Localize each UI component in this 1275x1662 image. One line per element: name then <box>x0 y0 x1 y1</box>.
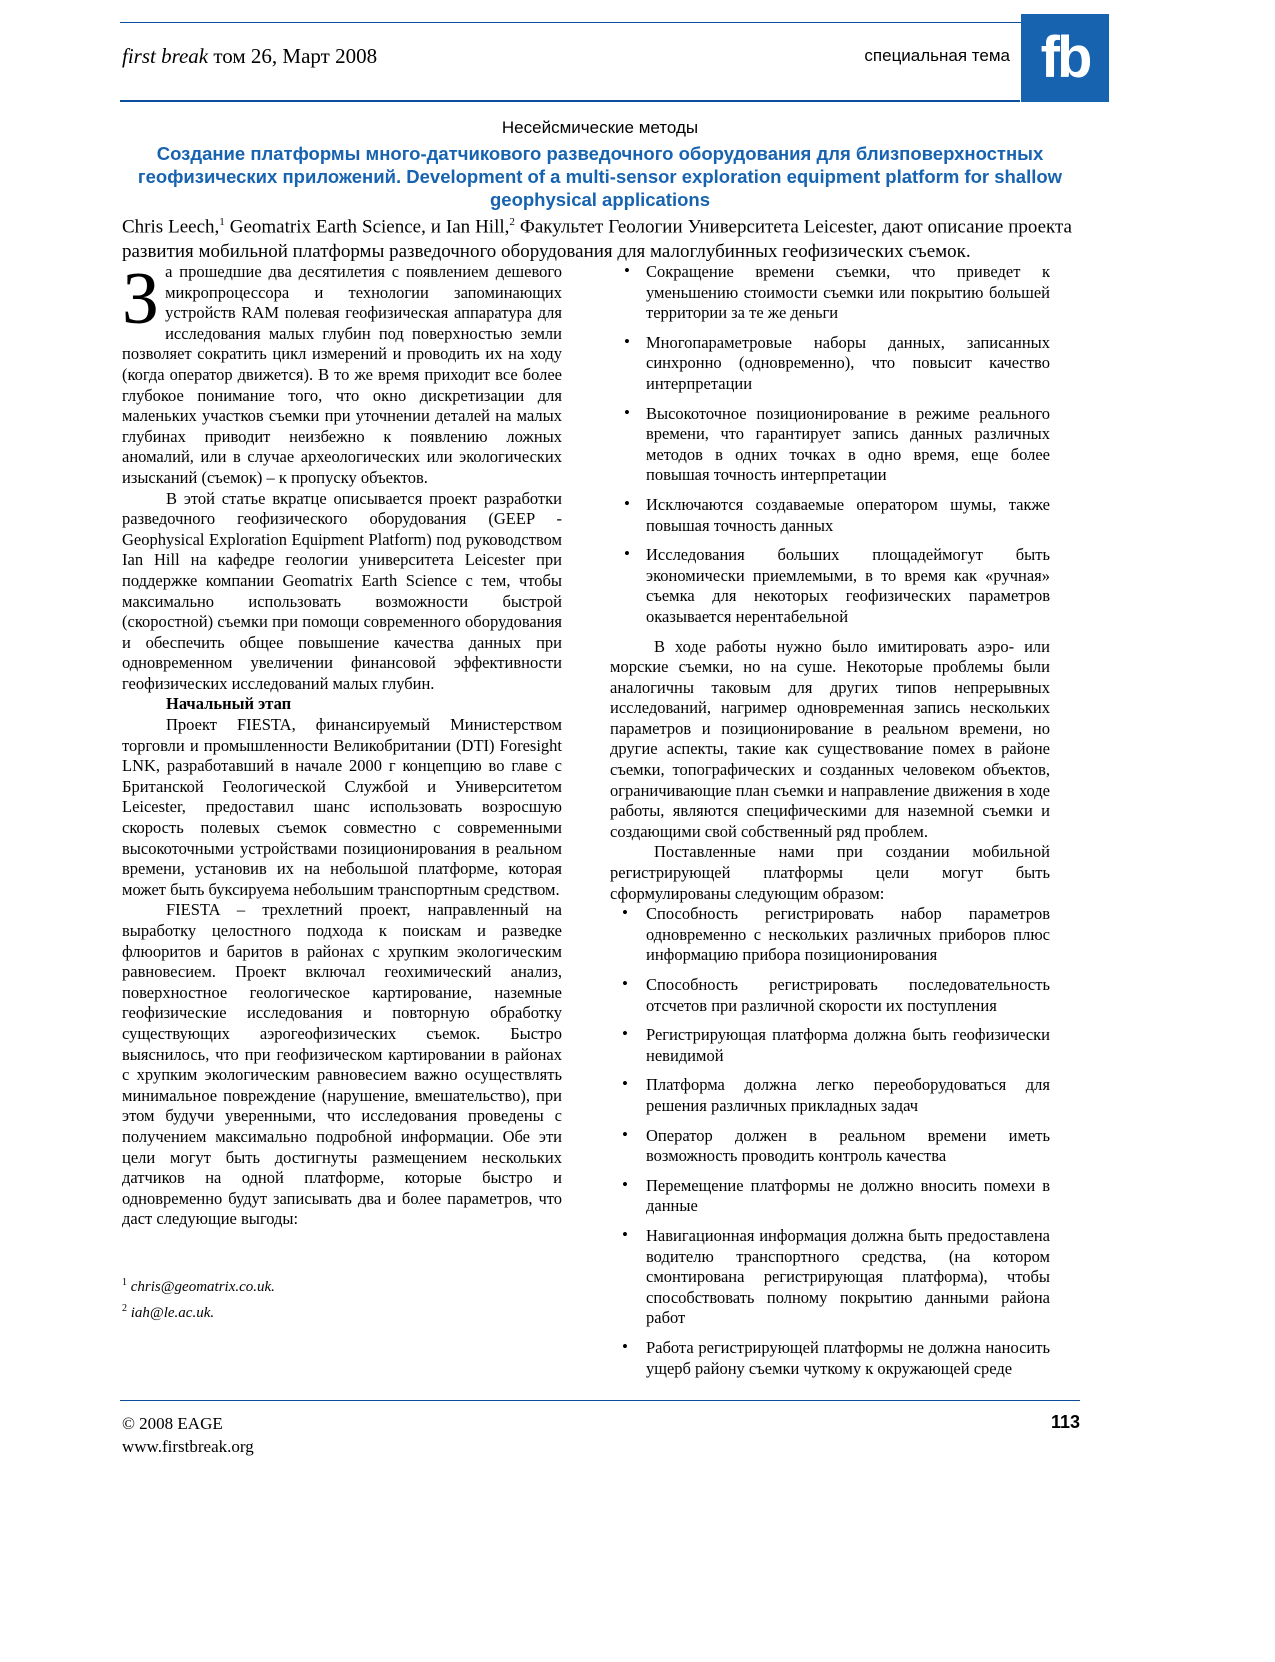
page-title: Создание платформы много-датчикового разведочного оборудования для близповерхностных геофизических приложений. Development of a multi-sensor exploration equipment platform for shallow geophysical applications <box>137 143 1063 210</box>
right-text-column <box>610 262 1050 1388</box>
list-item: • Платформа должна легко переоборудоваться для решения различных прикладных задач <box>610 1075 1050 1116</box>
list-item: • Сокращение времени съемки, что приведет к уменьшению стоимости съемки или покрытию большей территории за те же деньги <box>610 262 1050 324</box>
intro-paragraph <box>122 258 562 489</box>
footer-info <box>122 1412 254 1458</box>
byline-footnote-marker-1: 1 <box>219 216 225 228</box>
paragraph-fiesta-scope: FIESTA – трехлетний проект, направленный на выработку целостного подхода к поискам и разведке флюоритов и баритов в районах с хрупким экологическим равновесием. Проект включал геохимический анализ, поверхностное геологическое картирование, наземные геофизические исследования и повторную обработку существующих аэрогеофизических съемок. Быстро выяснилось, что при геофизическом картировании в районах с хрупким экологическим равновесием важно осуществлять минимальное повреждение (нарушение, вмешательство), при этом будучи уверенными, что исследования проведены с получением максимально подробной информации. Обе эти цели могут быть достигнуты размещением нескольких датчиков на одной платформе, которые быстро и одновременно будут записывать два и более параметров, что даст следующие выгоды: <box>122 900 562 1229</box>
list-item: • Исследования больших площадеймогут быть экономически приемлемыми, в то время как «ручная» съемка для некоторых геофизических параметров оказывается нерентабельной <box>610 545 1050 627</box>
byline-footnote-marker-2: 2 <box>509 216 515 228</box>
left-text-column <box>122 258 562 1230</box>
special-topic-label: специальная тема <box>864 46 1010 65</box>
footnote-2-text: iah@le.ac.uk. <box>130 1305 215 1321</box>
paragraph-goals-intro: Поставленные нами при создании мобильной регистрирующей платформы цели могут быть сформулированы следующим образом: <box>610 842 1050 903</box>
list-item: • Регистрирующая платформа должна быть геофизически невидимой <box>610 1025 1050 1066</box>
journal-issue-line <box>122 44 377 69</box>
firstbreak-logo <box>1021 14 1109 102</box>
page-number: 113 <box>1050 1412 1080 1432</box>
journal-name: first break <box>122 44 209 68</box>
footnote-marker-2: 2 <box>122 1303 127 1314</box>
journal-issue: том 26, Март 2008 <box>208 44 378 68</box>
list-item: • Работа регистрирующей платформы не должна наносить ущерб району съемки чуткому к окружающей среде <box>610 1338 1050 1379</box>
paragraph-intro: а прошедшие два десятилетия с появлением дешевого микропроцессора и технологии запоминающих устройств RAM полевая геофизическая аппаратура для исследования малых глубин под поверхностью земли позволяет сократить цикл измерений и проводить их на ходу (когда оператор движется). В то же время приходит все более глубокое понимание того, что окно дискретизации для маленьких участков съемки при уточнении деталей на малых глубинах приводит неизбежно к появлению ложных аномалий, или в случае археологических или экологических изысканий (съемок) – к пропуску объектов. <box>122 262 562 487</box>
paragraph-geep: В этой статье вкратце описывается проект разработки разведочного геофизического оборудования (GEEP - Geophysical Exploration Equipment Platform) под руководством Ian Hill на кафедре геологии университета Leicester при поддержке компании Geomatrix Earth Science с тем, чтобы максимально использовать возможности быстрой (скоростной) съемки при помощи современного оборудования и обеспечить общее повышение качества данных при одновременном увеличении финансовой эффективности геофизических исследований малых глубин. <box>122 488 562 693</box>
byline <box>122 210 1072 264</box>
paragraph-fiesta-funding: Проект FIESTA, финансируемый Министерством торговли и промышленности Великобритании (DTI) Foresight LNK, разработавший в начале 2000 г концепцию во главе с Британской Геологической Службой и Университетом Leicester, предоставил шанс использовать возросшую скорость полевых съемок совместно с современными высокоточными устройствами позиционирования в реальном времени, установив их на небольшой платформе, которая может быть буксируема небольшим транспортным средством. <box>122 715 562 899</box>
list-item: • Исключаются создаваемые оператором шумы, также повышая точность данных <box>610 495 1050 536</box>
benefits-list <box>610 262 1050 628</box>
byline-rest: Факультет Геологии Университета Leicester, дают описание проекта развития мобильной платформы разведочного оборудования для малоглубинных геофизических съемок. <box>122 216 1072 263</box>
byline-affiliation-1: Geomatrix Earth Science, и Ian Hill, <box>224 216 510 238</box>
header-bottom-rule <box>120 100 1020 102</box>
list-item: • Оператор должен в реальном времени иметь возможность проводить контроль качества <box>610 1126 1050 1167</box>
logo-text: fb <box>1040 25 1090 90</box>
copyright-text: © 2008 EAGE <box>122 1414 223 1433</box>
footer-rule <box>120 1400 1080 1401</box>
header-top-rule <box>120 22 1080 23</box>
footnote-2 <box>122 1298 562 1324</box>
list-item: • Навигационная информация должна быть предоставлена водителю транспортного средства, (на котором смонтирована регистрирующая платформа), чтобы способствовать полному покрытию данными района работ <box>610 1226 1050 1329</box>
footnote-marker-1: 1 <box>122 1277 127 1288</box>
list-item: • Многопараметровые наборы данных, записанных синхронно (одновременно), что повысит качество интерпретации <box>610 333 1050 395</box>
byline-author-1: Chris Leech, <box>122 216 220 238</box>
footnote-1-text: chris@geomatrix.co.uk. <box>130 1279 275 1295</box>
drop-cap: З <box>122 258 160 340</box>
list-item: • Перемещение платформы не должно вносить помехи в данные <box>610 1176 1050 1217</box>
list-item: • Способность регистрировать последовательность отсчетов при различной скорости их поступления <box>610 975 1050 1016</box>
website-link[interactable]: www.firstbreak.org <box>122 1437 254 1456</box>
footnote-1 <box>122 1272 562 1298</box>
list-item: • Способность регистрировать набор параметров одновременно с нескольких различных приборов плюс информацию прибора позиционирования <box>610 904 1050 966</box>
article-category: Несейсмические методы <box>501 118 699 137</box>
subheading-initial-stage: Начальный этап <box>166 694 292 714</box>
paragraph-survey-challenges: В ходе работы нужно было имитировать аэро- или морские съемки, но на суше. Некоторые проблемы были аналогичны таковым для других типов непрерывных исследований, нагример одновременная запись нескольких параметров и позиционирование в реальном времени, но другие аспекты, такие как существование помех в районе съемки, топографических и созданных человеком объектов, ограничивающие план съемки и направление движения в ходе работы, являются специфическими для наземной съемки и создающими свой собственный ряд проблем. <box>610 636 1050 841</box>
footnotes <box>122 1272 562 1324</box>
list-item: • Высокоточное позиционирование в режиме реального времени, что гарантирует запись данных различных методов в одних точках в одно время, еще более повышая точность интерпретации <box>610 404 1050 486</box>
goals-list <box>610 904 1050 1379</box>
